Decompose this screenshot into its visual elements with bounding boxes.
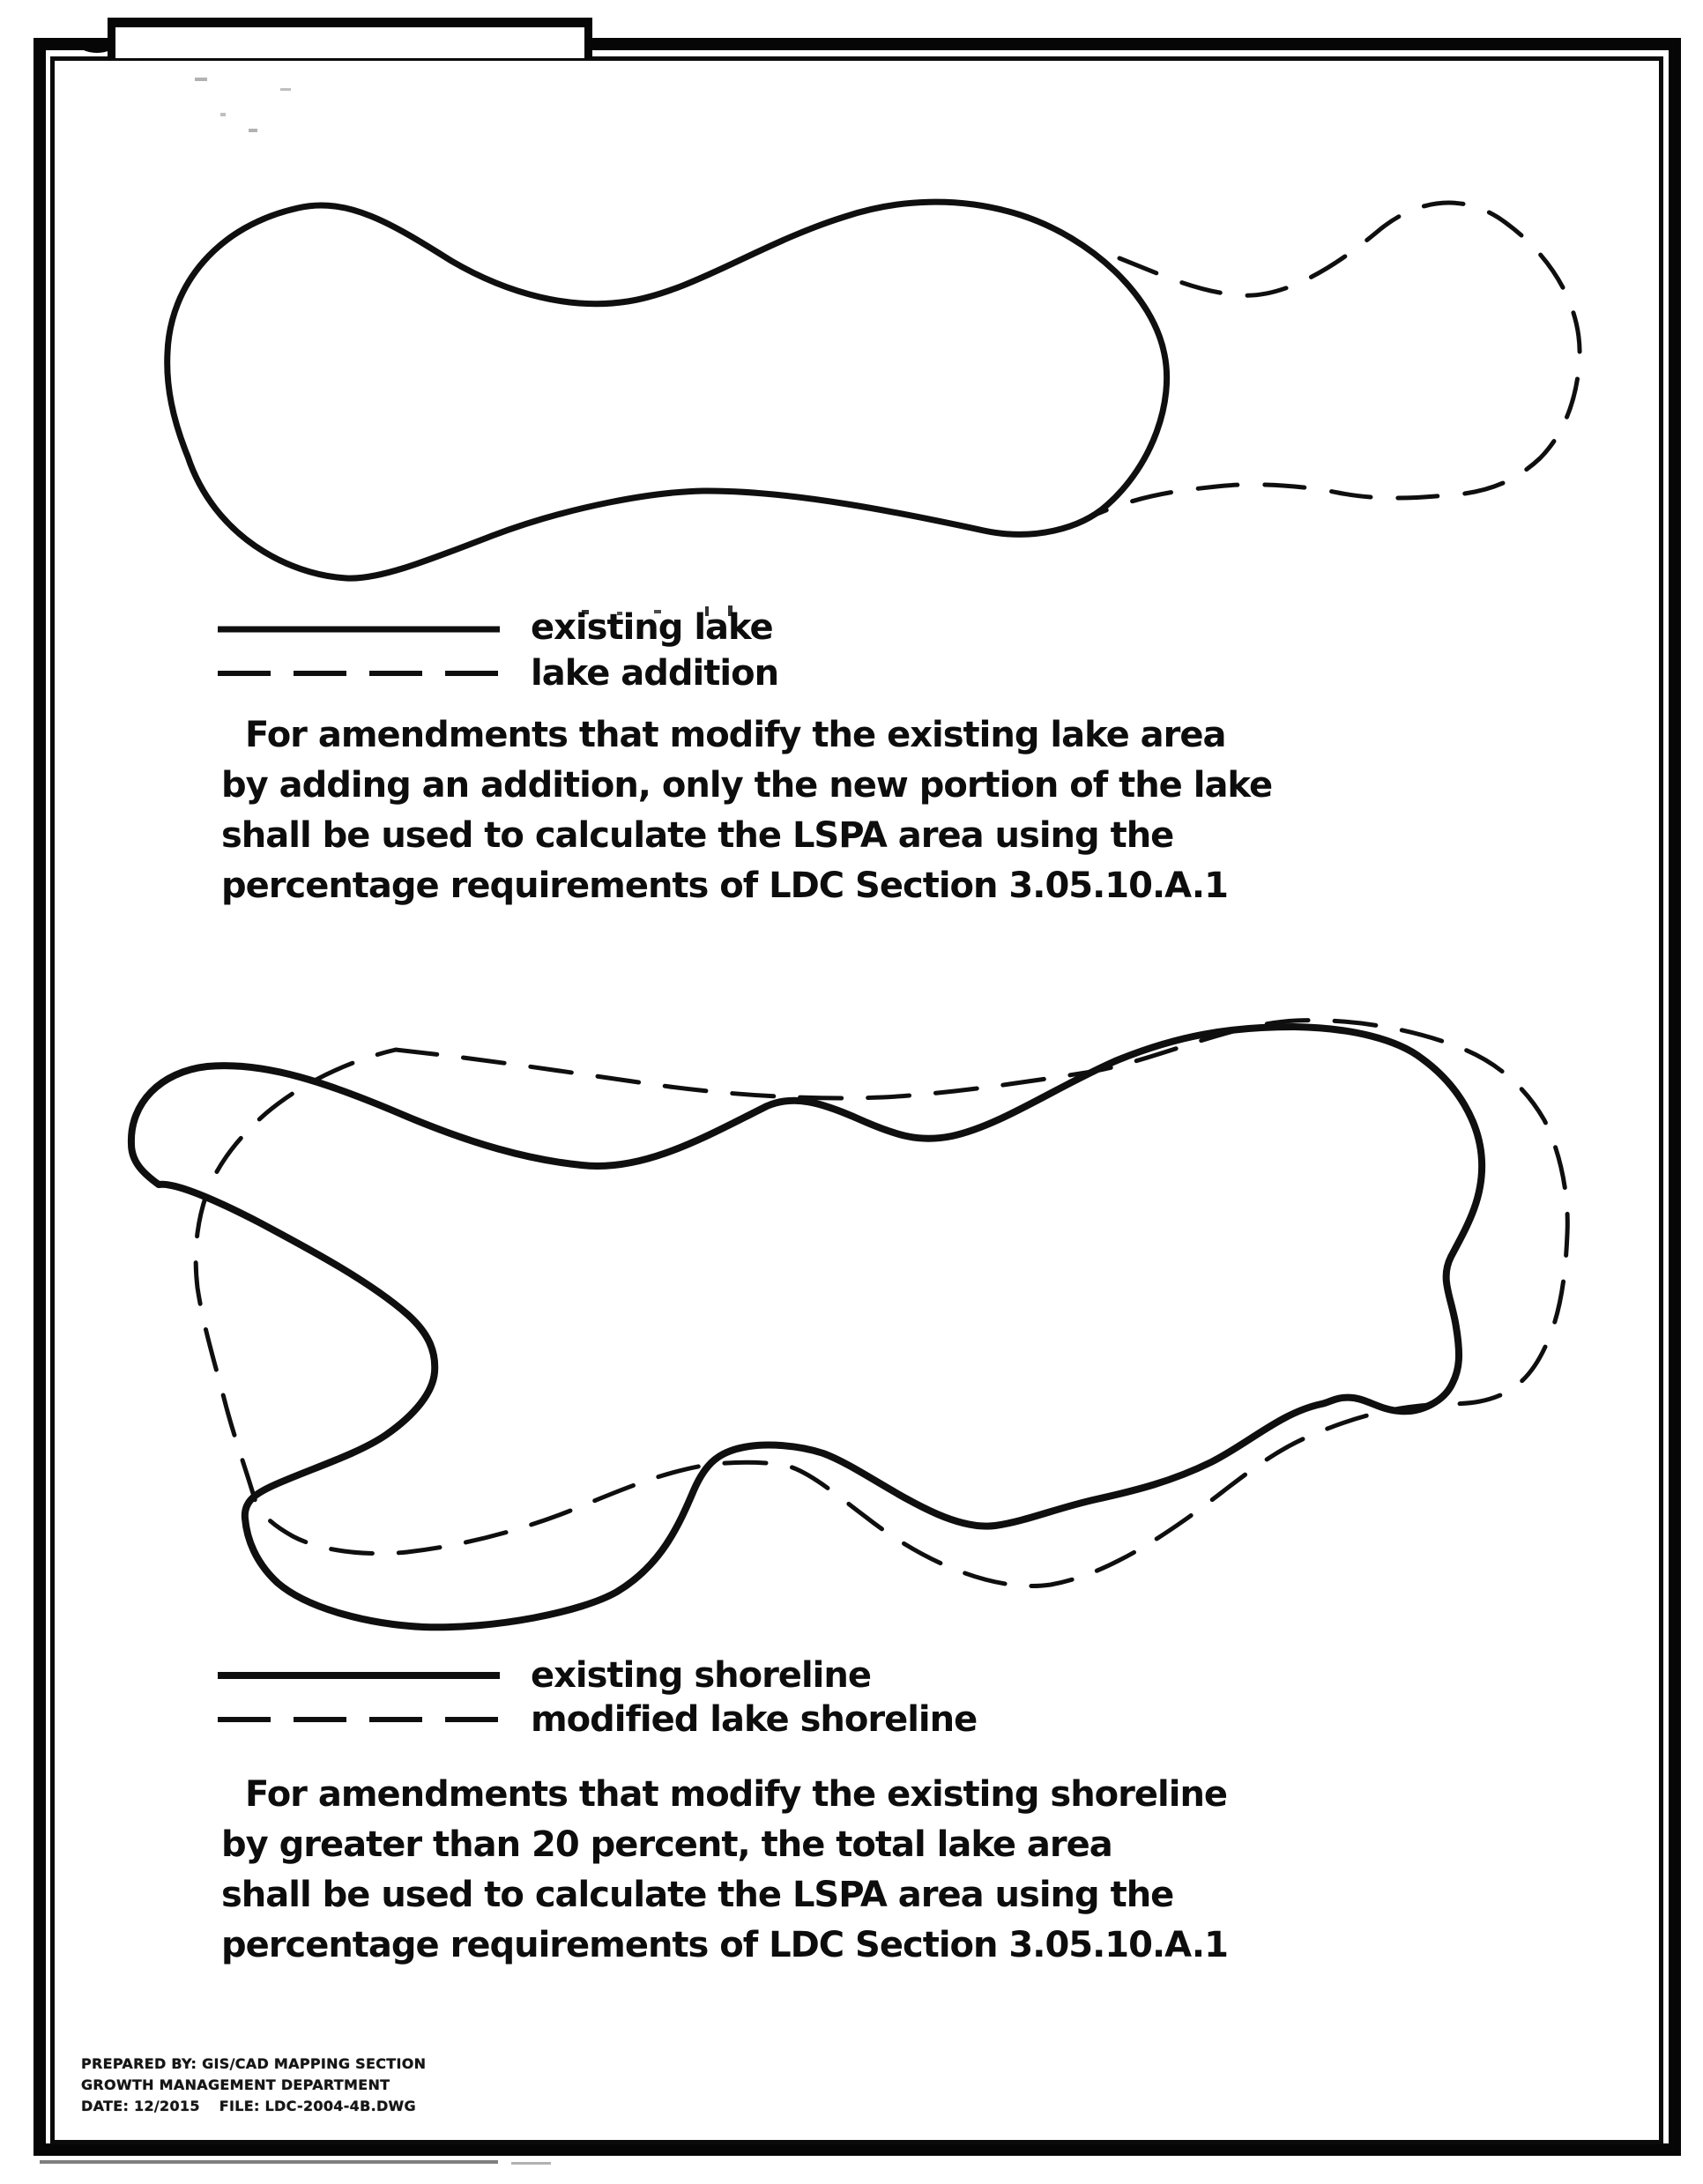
footer-file: FILE: LDC-2004-4B.DWG <box>219 2098 416 2114</box>
caption-line: by greater than 20 percent, the total lake area <box>221 1824 1112 1865</box>
existing-shoreline-outline <box>131 1027 1482 1627</box>
footer-prepared-by: PREPARED BY: GIS/CAD MAPPING SECTION <box>81 2055 427 2072</box>
modified-shoreline-outline <box>196 1021 1567 1586</box>
figure1-caption <box>221 710 1272 911</box>
caption-line: percentage requirements of LDC Section 3.05.10.A.1 <box>221 865 1228 906</box>
legend-label-existing-shoreline: existing shoreline <box>531 1655 871 1696</box>
scan-tab-artifact <box>108 18 592 58</box>
legend-label-lake-addition: lake addition <box>531 653 779 694</box>
caption-line: shall be used to calculate the LSPA area using the <box>221 815 1174 856</box>
caption-line: For amendments that modify the existing lake area <box>245 715 1226 755</box>
footer-department: GROWTH MANAGEMENT DEPARTMENT <box>81 2076 390 2093</box>
legend-label-existing-lake: existing lake <box>531 607 773 648</box>
caption-line: For amendments that modify the existing shoreline <box>245 1774 1228 1815</box>
figure2-caption <box>221 1770 1228 1971</box>
legend-label-modified-shoreline: modified lake shoreline <box>531 1699 978 1740</box>
lake-addition-outline <box>1097 203 1580 514</box>
caption-line: shall be used to calculate the LSPA area using the <box>221 1875 1174 1915</box>
footer-date: DATE: 12/2015 <box>81 2098 200 2114</box>
existing-lake-outline <box>167 202 1167 578</box>
caption-line: percentage requirements of LDC Section 3.05.10.A.1 <box>221 1925 1228 1965</box>
caption-line: by adding an addition, only the new portion of the lake <box>221 765 1273 806</box>
footer-block <box>81 2054 426 2117</box>
footer-date-file <box>81 2096 426 2117</box>
